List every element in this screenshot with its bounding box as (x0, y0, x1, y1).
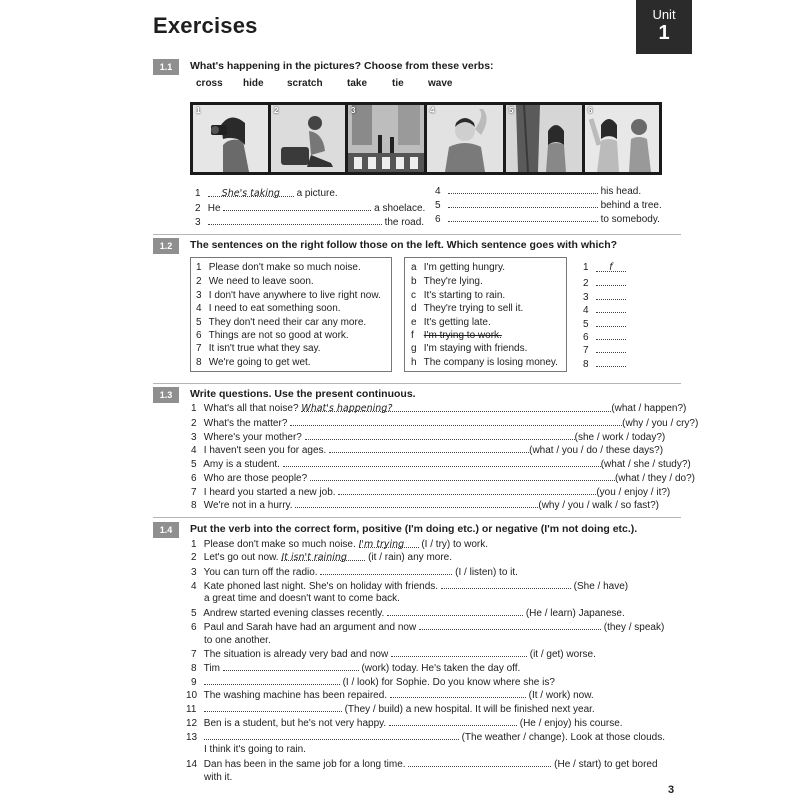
exercise-1-2-instruction: The sentences on the right follow those on the left. Which sentence goes with which? (190, 239, 618, 251)
answer-blank[interactable] (290, 416, 622, 426)
exercise-1-4-item-2: 2 Let's go out now. It isn't raining (it / rain) any more. (191, 552, 453, 563)
answer-blank[interactable] (419, 620, 601, 630)
match-answer-1: 1 f (583, 262, 626, 273)
match-answer-8: 8 (583, 357, 626, 370)
match-answer-7: 7 (583, 343, 626, 356)
exercise-1-4-item-11: 11 (They / build) a new hospital. It will be finished next year. (186, 704, 595, 715)
picture-number: 5 (509, 106, 514, 115)
exercise-1-1-item-6: 6 to somebody. (435, 214, 660, 225)
exercise-1-1-instruction: What's happening in the pictures? Choose from these verbs: (190, 60, 494, 72)
exercise-1-4-badge: 1.4 (153, 522, 179, 538)
answer-blank[interactable]: f (596, 262, 626, 272)
exercise-1-4-item-4-continued: a great time and doesn't want to come back. (204, 593, 400, 604)
right-sentence: h The company is losing money. (411, 357, 558, 368)
exercise-1-1-item-1: 1 She's taking a picture. (195, 188, 338, 199)
answer-blank[interactable] (596, 276, 626, 286)
exercise-1-4-item-7: 7 The situation is already very bad and now (it / get) worse. (191, 649, 596, 660)
exercise-1-1-item-4: 4 his head. (435, 186, 642, 197)
exercise-1-4-item-1: 1 Please don't make so much noise. I'm trying (I / try) to work. (191, 539, 489, 550)
answer-blank[interactable] (387, 606, 523, 616)
verb-option: cross (196, 78, 223, 89)
answer-blank[interactable] (596, 343, 626, 353)
exercise-1-3-item-5: 5 Amy is a student. (what / she / study?) (191, 459, 691, 470)
answer-blank[interactable] (204, 675, 340, 685)
match-answer-5: 5 (583, 317, 626, 330)
answer-blank[interactable] (295, 498, 538, 508)
exercise-1-1-badge: 1.1 (153, 59, 179, 75)
exercise-1-1-item-3: 3 the road. (195, 217, 425, 228)
answer-blank[interactable] (389, 716, 517, 726)
left-sentences-box (190, 257, 392, 372)
man-scratching-head-illustration (427, 105, 503, 172)
answer-blank[interactable] (441, 579, 571, 589)
verb-option: take (347, 78, 368, 89)
section-divider (153, 517, 681, 518)
section-divider (153, 234, 681, 235)
man-tying-shoelace-illustration (271, 105, 345, 172)
exercise-1-3-item-6: 6 Who are those people? (what / they / do?) (191, 473, 696, 484)
answer-blank[interactable] (596, 290, 626, 300)
answer-blank[interactable] (596, 303, 626, 313)
match-answer-2: 2 (583, 276, 626, 289)
picture-number: 2 (274, 106, 279, 115)
picture-6 (585, 105, 659, 172)
exercise-1-3-item-2: 2 What's the matter? (why / you / cry?) (191, 418, 699, 429)
exercise-1-3-item-7: 7 I heard you started a new job. (you / enjoy / it?) (191, 487, 671, 498)
right-sentence: b They're lying. (411, 276, 483, 287)
unit-label: Unit (652, 7, 676, 22)
match-answer-3: 3 (583, 290, 626, 303)
exercise-1-4-item-6-continued: to one another. (204, 635, 271, 646)
exercise-1-4-item-14-continued: with it. (204, 772, 233, 783)
left-sentence: 5 They don't need their car any more. (196, 317, 367, 328)
verb-option: hide (243, 78, 264, 89)
exercise-1-4-item-13: 13 (The weather / change). Look at those clouds. (186, 732, 666, 743)
answer-blank[interactable] (596, 330, 626, 340)
left-sentence: 3 I don't have anywhere to live right now. (196, 290, 381, 301)
people-waving-illustration (585, 105, 659, 172)
answer-blank[interactable] (204, 702, 342, 712)
exercise-1-4-item-9: 9 (I / look) for Sophie. Do you know where she is? (191, 677, 555, 688)
left-sentence: 1 Please don't make so much noise. (196, 262, 361, 273)
picture-5 (506, 105, 582, 172)
answer-blank[interactable] (448, 184, 598, 194)
exercise-1-4-item-8: 8 Tim (work) today. He's taken the day off. (191, 663, 521, 674)
left-sentence: 7 It isn't true what they say. (196, 343, 321, 354)
answer-blank[interactable] (408, 757, 551, 767)
people-crossing-road-illustration (348, 105, 424, 172)
answer-blank[interactable] (208, 215, 382, 225)
exercise-1-3-item-1: 1 What's all that noise? What's happening? (what / happen?) (191, 403, 687, 414)
answer-blank[interactable]: It isn't raining (281, 551, 365, 561)
page-number: 3 (668, 784, 675, 796)
match-answer-6: 6 (583, 330, 626, 343)
exercise-1-4-item-10: 10 The washing machine has been repaired. (It / work) now. (186, 690, 594, 701)
left-sentence: 6 Things are not so good at work. (196, 330, 349, 341)
right-sentences-box (404, 257, 567, 372)
exercise-1-4-item-4: 4 Kate phoned last night. She's on holiday with friends. (She / have) (191, 581, 629, 592)
woman-camera-illustration (193, 105, 268, 172)
exercise-1-3-item-3: 3 Where's your mother? (she / work / today?) (191, 432, 666, 443)
verb-option: scratch (287, 78, 323, 89)
picture-strip (190, 102, 662, 175)
unit-tab (636, 0, 692, 54)
answer-blank[interactable] (329, 443, 529, 453)
right-sentence: d They're trying to sell it. (411, 303, 524, 314)
answer-blank[interactable]: She's taking (208, 187, 294, 197)
exercise-1-3-item-8: 8 We're not in a hurry. (why / you / walk / so fast?) (191, 500, 659, 511)
verb-option: tie (392, 78, 404, 89)
section-divider (153, 383, 681, 384)
picture-number: 3 (351, 106, 356, 115)
match-answer-4: 4 (583, 303, 626, 316)
picture-4 (427, 105, 503, 172)
picture-number: 1 (196, 106, 201, 115)
answer-blank[interactable] (448, 212, 598, 222)
exercise-1-4-item-3: 3 You can turn off the radio. (I / listen) to it. (191, 567, 518, 578)
exercise-1-4-item-14: 14 Dan has been in the same job for a long time. (He / start) to get bored (186, 759, 658, 770)
unit-number: 1 (658, 22, 670, 44)
answer-blank[interactable] (283, 457, 601, 467)
exercise-1-2-badge: 1.2 (153, 238, 179, 254)
exercise-1-1-item-2: 2 He a shoelace. (195, 203, 426, 214)
exercise-1-3-instruction: Write questions. Use the present continuous. (190, 388, 416, 400)
exercise-1-3-item-4: 4 I haven't seen you for ages. (what / you / do / these days?) (191, 445, 664, 456)
exercise-1-4-item-12: 12 Ben is a student, but he's not very happy. (He / enjoy) his course. (186, 718, 623, 729)
right-sentence: g I'm staying with friends. (411, 343, 528, 354)
answer-blank[interactable] (596, 357, 626, 367)
right-sentence: e It's getting late. (411, 317, 491, 328)
exercise-1-1-item-5: 5 behind a tree. (435, 200, 662, 211)
answer-blank[interactable] (596, 317, 626, 327)
right-sentence: f I'm trying to work. (411, 330, 502, 341)
picture-2 (271, 105, 345, 172)
girl-hiding-behind-tree-illustration (506, 105, 582, 172)
answer-blank[interactable] (390, 688, 526, 698)
right-sentence: c It's starting to rain. (411, 290, 506, 301)
exercise-1-3-badge: 1.3 (153, 387, 179, 403)
picture-number: 6 (588, 106, 593, 115)
verb-option: wave (428, 78, 453, 89)
page-title: Exercises (153, 13, 258, 38)
answer-blank[interactable] (305, 430, 575, 440)
answer-blank[interactable] (223, 201, 371, 211)
right-sentence: a I'm getting hungry. (411, 262, 505, 273)
answer-blank[interactable] (448, 198, 598, 208)
exercise-1-4-item-13-continued: I think it's going to rain. (204, 744, 306, 755)
picture-number: 4 (430, 106, 435, 115)
exercise-1-4-instruction: Put the verb into the correct form, positive (I'm doing etc.) or negative (I'm not doing etc.). (190, 523, 638, 535)
answer-blank[interactable] (391, 647, 527, 657)
answer-blank[interactable] (338, 485, 596, 495)
answer-blank[interactable] (223, 661, 359, 671)
answer-blank[interactable]: I'm trying (359, 538, 419, 548)
answer-blank[interactable] (204, 730, 459, 740)
picture-3 (348, 105, 424, 172)
left-sentence: 2 We need to leave soon. (196, 276, 314, 287)
left-sentence: 8 We're going to get wet. (196, 357, 311, 368)
answer-blank[interactable] (320, 565, 452, 575)
answer-blank[interactable]: What's happening? (301, 402, 611, 412)
exercise-1-4-item-5: 5 Andrew started evening classes recently. (He / learn) Japanese. (191, 608, 625, 619)
exercise-1-4-item-6: 6 Paul and Sarah have had an argument and now (they / speak) (191, 622, 665, 633)
answer-blank[interactable] (310, 471, 615, 481)
left-sentence: 4 I need to eat something soon. (196, 303, 341, 314)
picture-1 (193, 105, 268, 172)
